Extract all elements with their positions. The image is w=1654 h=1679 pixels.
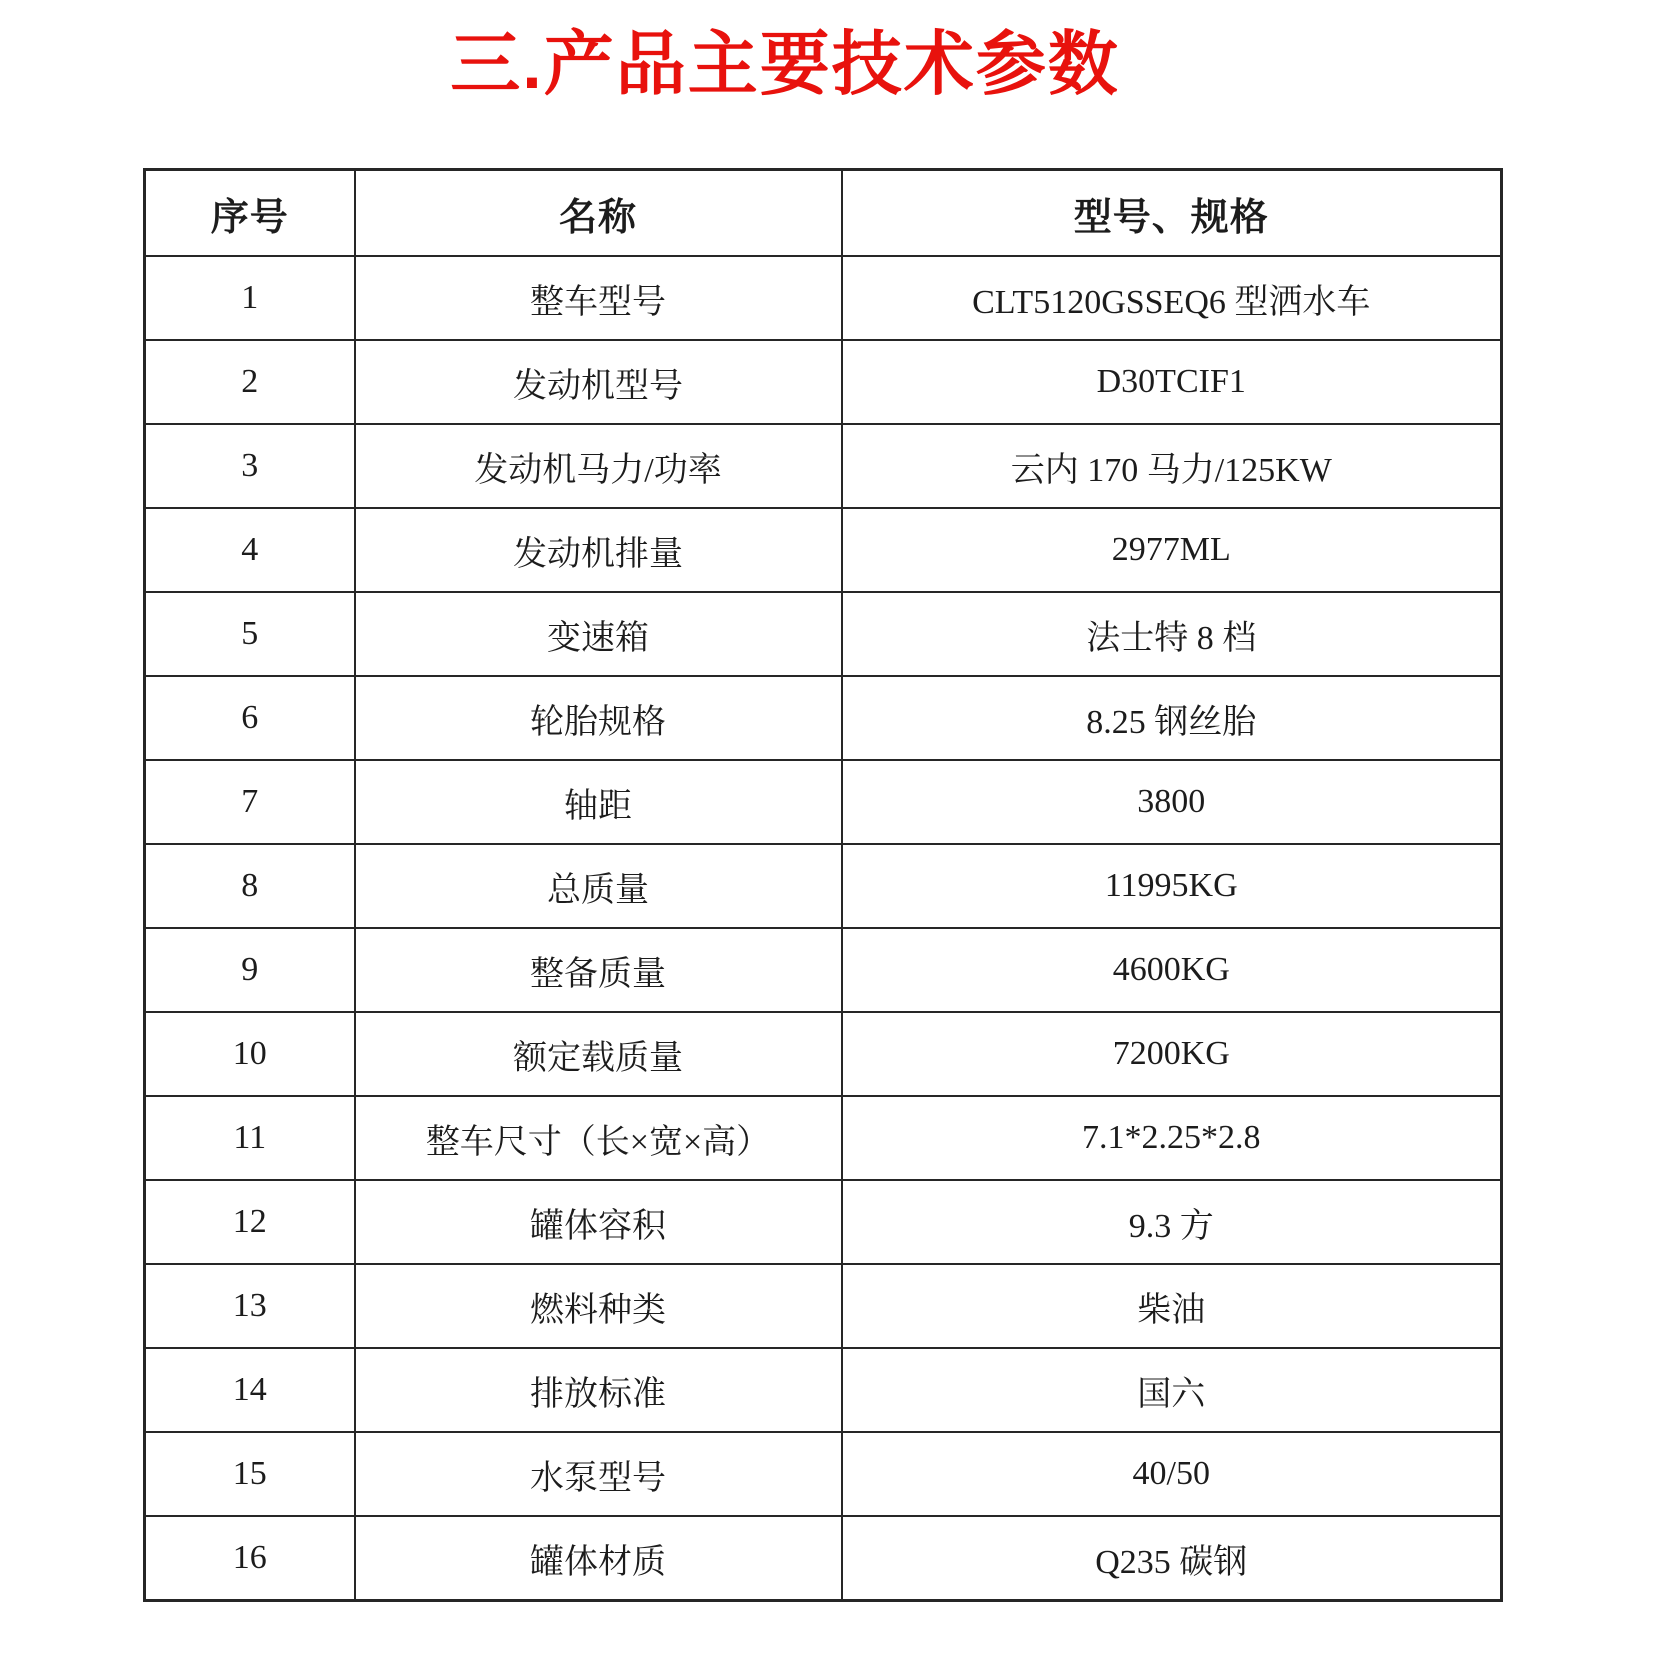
row-name: 额定载质量 <box>355 1012 842 1096</box>
row-spec: 8.25 钢丝胎 <box>842 676 1502 760</box>
table-row <box>145 1180 1502 1264</box>
table-row <box>145 1432 1502 1516</box>
table-row <box>145 1264 1502 1348</box>
row-number: 16 <box>145 1516 355 1601</box>
row-number: 6 <box>145 676 355 760</box>
row-name: 整车尺寸（长×宽×高） <box>355 1096 842 1180</box>
row-name: 轴距 <box>355 760 842 844</box>
row-spec: 9.3 方 <box>842 1180 1502 1264</box>
row-name: 罐体容积 <box>355 1180 842 1264</box>
row-spec: D30TCIF1 <box>842 340 1502 424</box>
table-row <box>145 1096 1502 1180</box>
row-number: 3 <box>145 424 355 508</box>
row-number: 7 <box>145 760 355 844</box>
table-row <box>145 1348 1502 1432</box>
row-number: 11 <box>145 1096 355 1180</box>
row-name: 总质量 <box>355 844 842 928</box>
header-cell-spec: 型号、规格 <box>842 170 1502 257</box>
table-row <box>145 1012 1502 1096</box>
row-number: 10 <box>145 1012 355 1096</box>
row-name: 整车型号 <box>355 256 842 340</box>
row-spec: CLT5120GSSEQ6 型洒水车 <box>842 256 1502 340</box>
row-number: 1 <box>145 256 355 340</box>
table-row <box>145 340 1502 424</box>
row-spec: 3800 <box>842 760 1502 844</box>
row-spec: 国六 <box>842 1348 1502 1432</box>
row-number: 15 <box>145 1432 355 1516</box>
row-name: 发动机马力/功率 <box>355 424 842 508</box>
row-name: 发动机排量 <box>355 508 842 592</box>
row-spec: 7.1*2.25*2.8 <box>842 1096 1502 1180</box>
spec-table <box>143 168 1503 1602</box>
row-number: 8 <box>145 844 355 928</box>
row-number: 14 <box>145 1348 355 1432</box>
row-spec: 40/50 <box>842 1432 1502 1516</box>
row-name: 排放标准 <box>355 1348 842 1432</box>
row-spec: 7200KG <box>842 1012 1502 1096</box>
row-spec: Q235 碳钢 <box>842 1516 1502 1601</box>
row-spec: 4600KG <box>842 928 1502 1012</box>
table-row <box>145 424 1502 508</box>
table-row <box>145 592 1502 676</box>
row-name: 整备质量 <box>355 928 842 1012</box>
row-number: 13 <box>145 1264 355 1348</box>
row-name: 变速箱 <box>355 592 842 676</box>
row-spec: 11995KG <box>842 844 1502 928</box>
row-name: 轮胎规格 <box>355 676 842 760</box>
table-row <box>145 256 1502 340</box>
table-row <box>145 1516 1502 1601</box>
row-spec: 柴油 <box>842 1264 1502 1348</box>
table-row <box>145 760 1502 844</box>
table-row <box>145 928 1502 1012</box>
table-header-row <box>145 170 1502 257</box>
row-name: 水泵型号 <box>355 1432 842 1516</box>
row-spec: 2977ML <box>842 508 1502 592</box>
table-row <box>145 676 1502 760</box>
row-number: 5 <box>145 592 355 676</box>
row-number: 2 <box>145 340 355 424</box>
table-row <box>145 508 1502 592</box>
row-name: 燃料种类 <box>355 1264 842 1348</box>
row-number: 4 <box>145 508 355 592</box>
row-spec: 云内 170 马力/125KW <box>842 424 1502 508</box>
row-name: 发动机型号 <box>355 340 842 424</box>
row-spec: 法士特 8 档 <box>842 592 1502 676</box>
header-cell-name: 名称 <box>355 170 842 257</box>
row-name: 罐体材质 <box>355 1516 842 1601</box>
table-row <box>145 844 1502 928</box>
row-number: 12 <box>145 1180 355 1264</box>
row-number: 9 <box>145 928 355 1012</box>
page-title: 三.产品主要技术参数 <box>450 25 1120 103</box>
header-cell-no: 序号 <box>145 170 355 257</box>
